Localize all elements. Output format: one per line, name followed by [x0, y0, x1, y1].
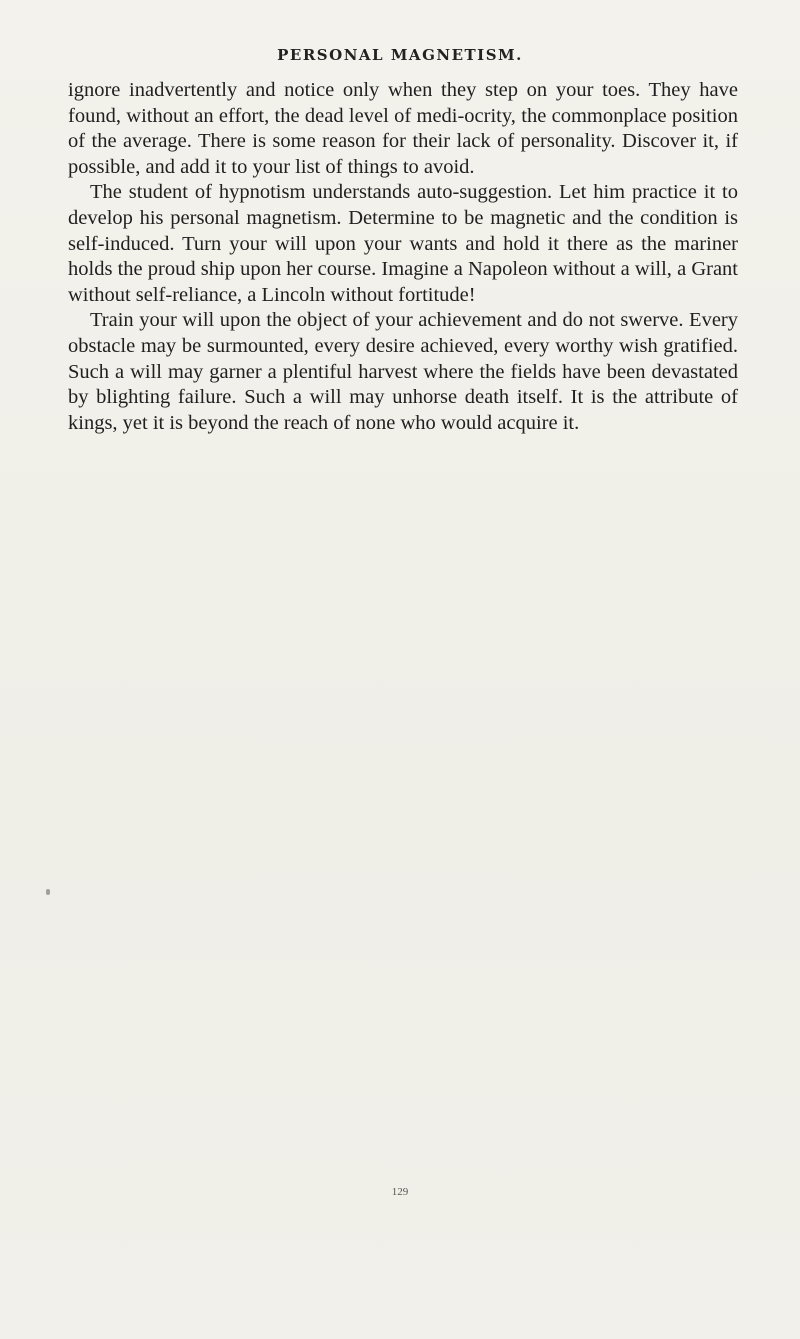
ink-speck — [46, 889, 50, 895]
paragraph-2: The student of hypnotism understands auto-suggestion. Let him practice it to develop his personal magnetism. Determine to be magnetic and the condition is self-induced. Turn your will upon your wants and hold it there as the mariner holds the proud ship upon her course. Imagine a Napoleon without a will, a Grant without self-reliance, a Lincoln without fortitude! — [68, 181, 738, 306]
paragraph-1: ignore inadvertently and notice only when they step on your toes. They have found, without an effort, the dead level of medi-ocrity, the commonplace position of the average. There is some reason for their lack of personality. Discover it, if possible, and add it to your list of things to avoid. — [68, 79, 738, 178]
running-head: PERSONAL MAGNETISM. — [277, 46, 523, 64]
body-text — [68, 78, 738, 436]
page-number: 129 — [391, 1186, 409, 1198]
paragraph-3: Train your will upon the object of your achievement and do not swerve. Every obstacle may be surmounted, every desire achieved, every worthy wish gratified. Such a will may garner a plentiful harvest where the fields have been devastated by blighting failure. Such a will may unhorse death itself. It is the attribute of kings, yet it is beyond the reach of none who would acquire it. — [68, 309, 738, 434]
